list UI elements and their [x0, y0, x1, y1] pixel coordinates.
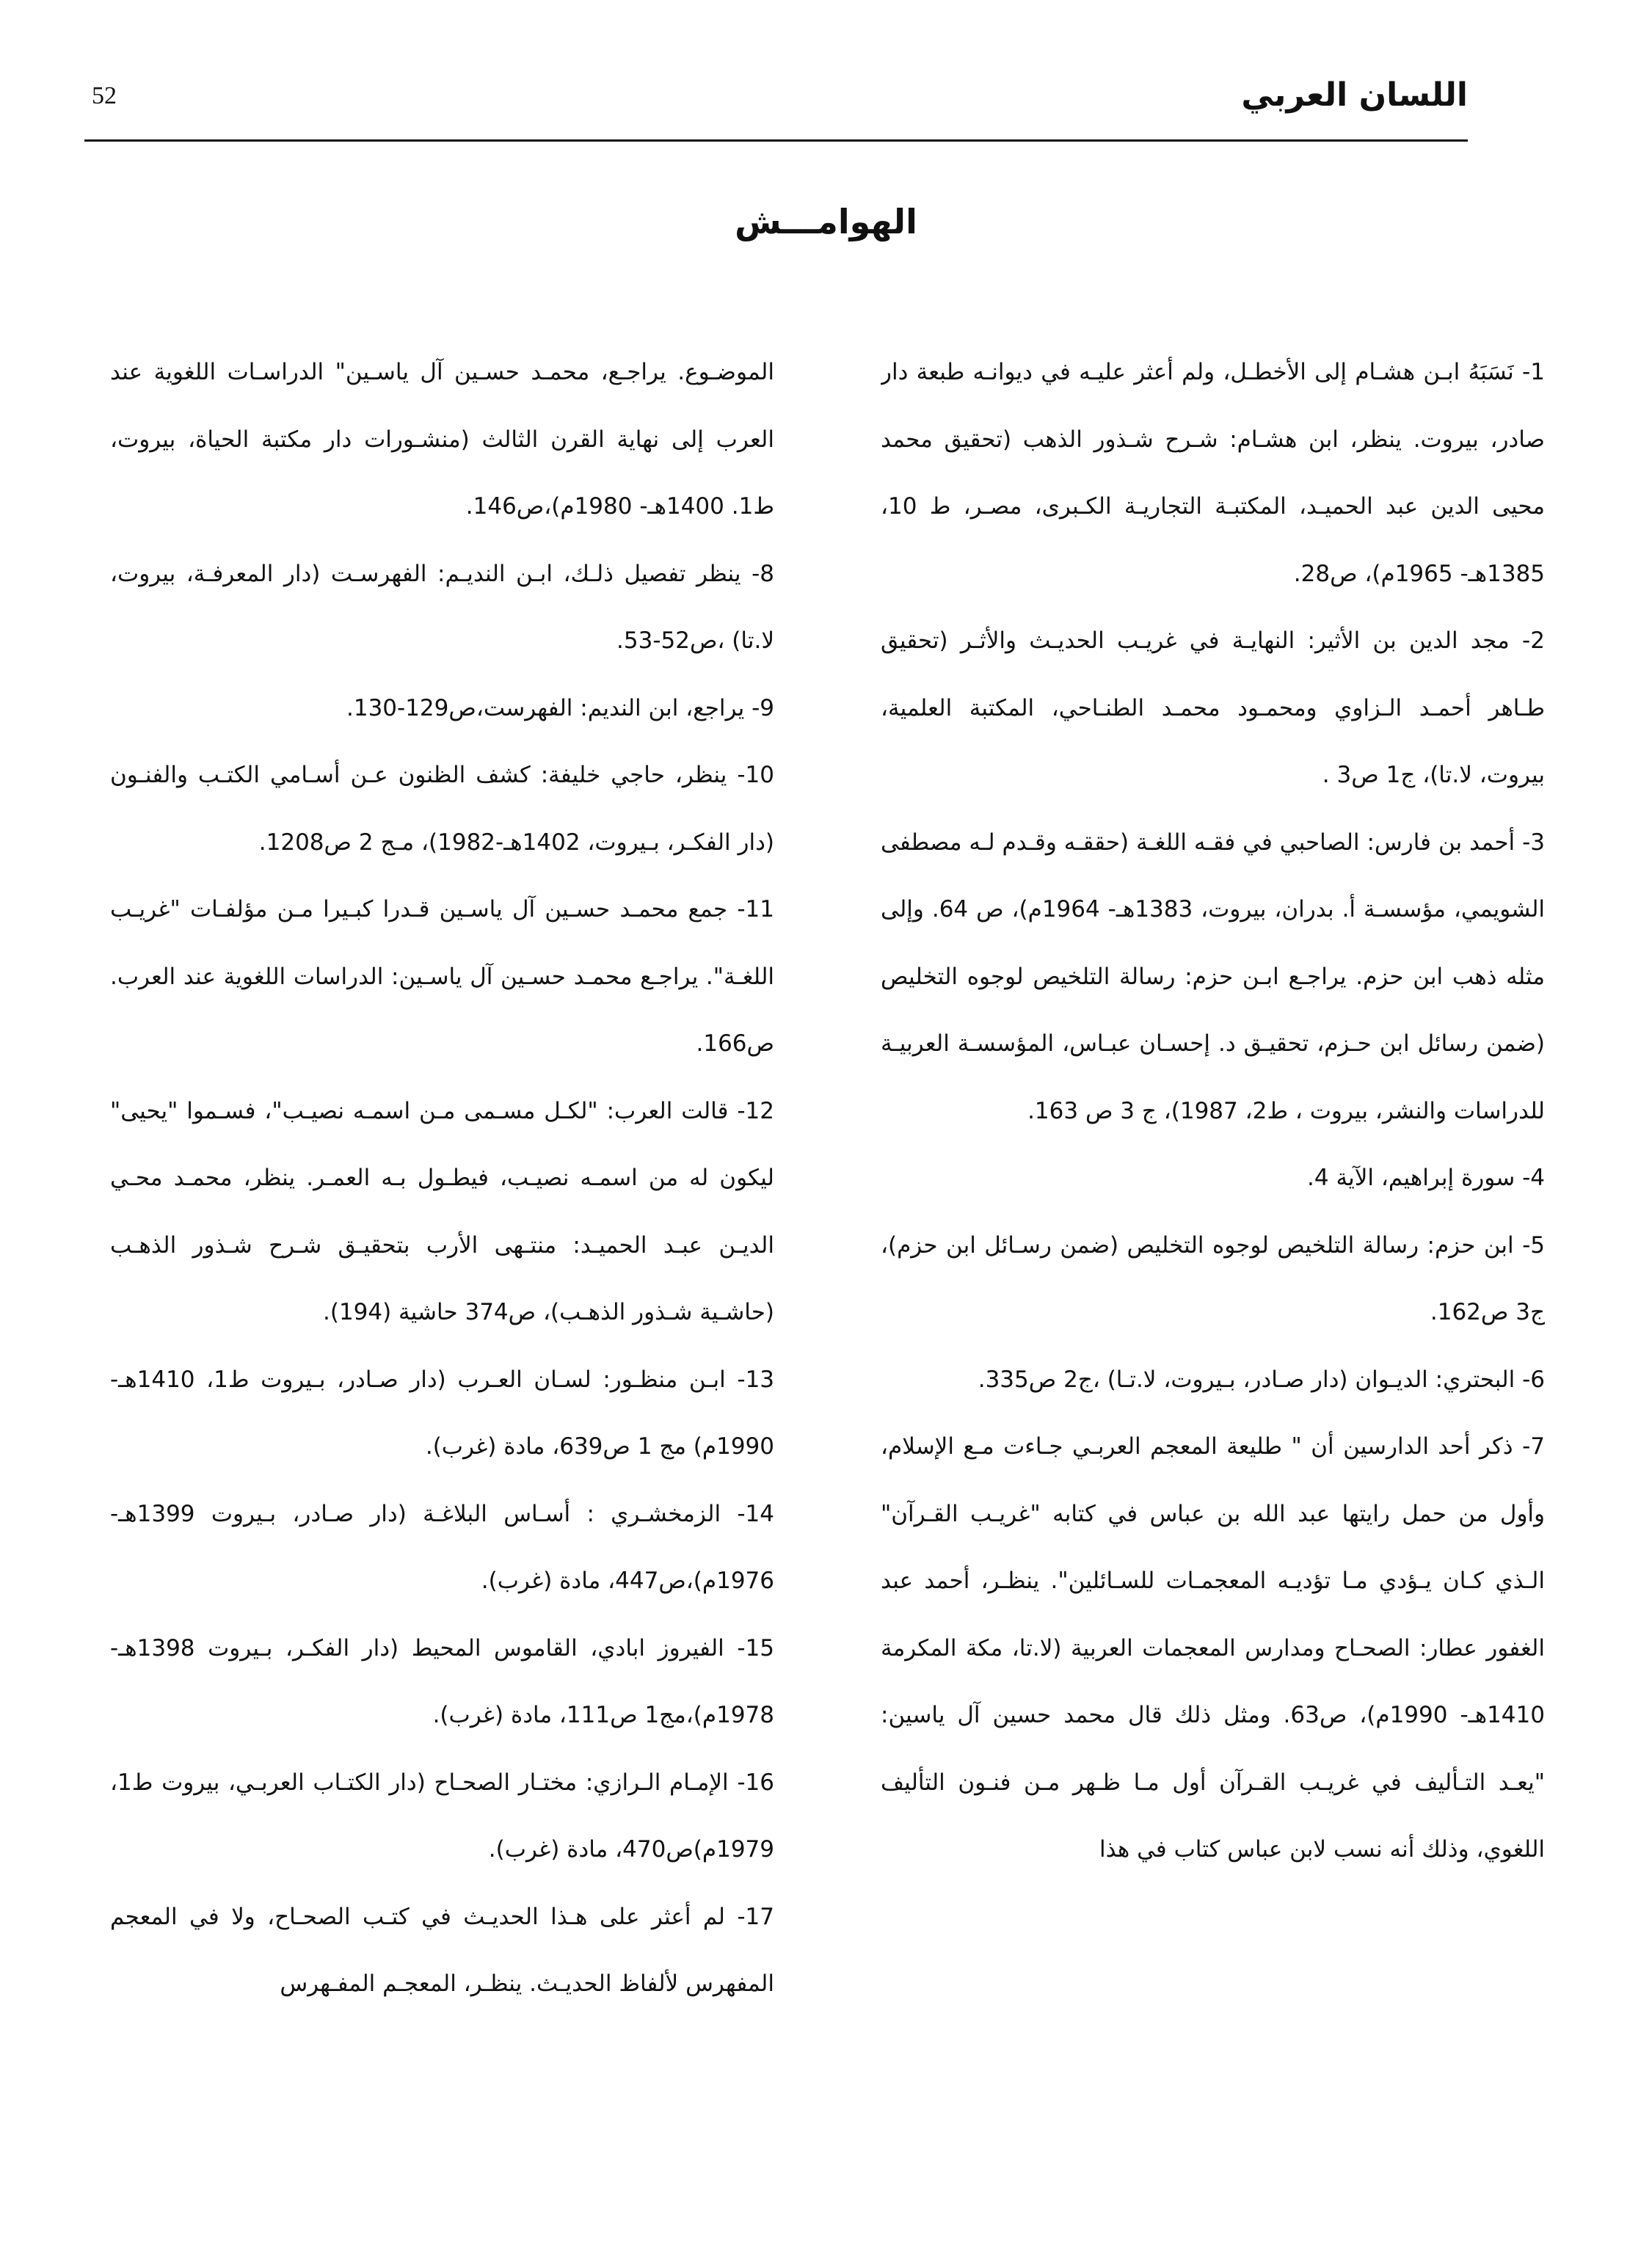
footnote-10: 10- ينظر، حاجي خليفة: كشف الظنون عـن أسـامي الكتـب والفنـون (دار الفكـر، بـيروت، 1402هـ-1982)، مـج 2 ص1208.: [110, 762, 774, 856]
page-number: 52: [92, 82, 117, 109]
header-rule: [84, 139, 1468, 142]
footnote-14: 14- الزمخشـري : أسـاس البلاغـة (دار صـادر، بـيروت 1399هـ- 1976م)،ص447، مادة (غرب).: [110, 1500, 774, 1594]
footnote-7-continuation: الموضـوع. يراجـع، محمـد حسـين آل ياسـين" الدراسـات اللغوية عند العرب إلى نهاية القرن الثالث (منشـورات دار مكتبة الحياة، بيروت، ط1. 1400هـ- 1980م)،ص146.: [110, 359, 774, 520]
footnote-4: 4- سورة إبراهيم، الآية 4.: [1307, 1165, 1545, 1191]
footnote-7: 7- ذكر أحد الدارسين أن " طليعة المعجم العربـي جـاءت مـع الإسلام، وأول من حمل رايتها عبد الله بن عباس في كتابه "غريـب القـرآن" الـذي كـان يـؤدي مـا تؤديـه المعجمـات للسـائلين". ينظـر، أحمد عبد الغفور عطار: الصحـاح ومدارس المعجمات العربية (لا.تا، مكة المكرمة 1410هـ- 1990م)، ص63. ومثل ذلك قال محمد حسين آل ياسين: "يعـد التـأليف في غريـب القـرآن أول مـا ظـهر مـن فنـون التأليف اللغوي، وذلك أنه نسب لابن عباس كتاب في هذا: [881, 1433, 1545, 1863]
footnote-12: 12- قالت العرب: "لكـل مسـمى مـن اسمـه نصيـب"، فسـموا "يحيى" ليكون له من اسمـه نصيـب، فيطـول بـه العمـر. ينظر، محمـد محـي الديـن عبـد الحميـد: منتـهى الأرب بتحقيـق شـرح شـذور الذهـب (حاشـية شـذور الذهـب)، ص374 حاشية (194).: [110, 1097, 774, 1325]
page-header: [84, 72, 1468, 142]
section-title: الهوامـــش: [735, 202, 917, 241]
footnote-11: 11- جمع محمـد حسـين آل ياسـين قـدرا كبـيرا مـن مؤلفـات "غريـب اللغـة". يراجـع محمـد حسـين آل ياسـين: الدراسات اللغوية عند العرب. ص166.: [110, 896, 774, 1057]
footnote-8: 8- ينظر تفصيل ذلـك، ابـن النديـم: الفهرسـت (دار المعرفـة، بيروت، لا.تا) ،ص52-53.: [110, 560, 774, 654]
footnote-2: 2- مجد الدين بن الأثير: النهايـة في غريـب الحديـث والأثـر (تحقيق طـاهر أحمـد الـزاوي ومحمـود محمـد الطنـاحي، المكتبة العلمية، بيروت، لا.تا)، ج1 ص3 .: [881, 627, 1545, 788]
footnotes-right-column: [881, 339, 1545, 2203]
footnotes-left-column: [110, 339, 774, 2203]
footnote-17: 17- لم أعثر على هـذا الحديـث في كتـب الصحـاح، ولا في المعجم المفهرس لألفاظ الحديـث. ينظـر، المعجـم المفـهرس: [110, 1903, 774, 1997]
footnote-6: 6- البحتري: الديـوان (دار صـادر، بـيروت، لا.تـا) ،ج2 ص335.: [978, 1366, 1545, 1393]
footnote-15: 15- الفيروز ابادي، القاموس المحيط (دار الفكـر، بـيروت 1398هـ- 1978م)،مج1 ص111، مادة (غرب).: [110, 1634, 774, 1728]
footnote-16: 16- الإمـام الـرازي: مختـار الصحـاح (دار الكتـاب العربـي، بيروت ط1، 1979م)ص470، مادة (غرب).: [110, 1769, 774, 1863]
journal-title: اللسان العربي: [1241, 76, 1468, 114]
footnote-13: 13- ابـن منظـور: لسـان العـرب (دار صـادر، بـيروت ط1، 1410هـ- 1990م) مج 1 ص639، مادة (غرب).: [110, 1366, 774, 1460]
footnote-5: 5- ابن حزم: رسالة التلخيص لوجوه التخليص (ضمن رسـائل ابن حزم)، ج3 ص162.: [881, 1231, 1545, 1325]
footnote-3: 3- أحمد بن فارس: الصاحبي في فقـه اللغـة (حققـه وقـدم لـه مصطفى الشويمي، مؤسسـة أ. بدران، بيروت، 1383هـ- 1964م)، ص 64. وإلى مثله ذهب ابن حزم. يراجـع ابـن حزم: رسالة التلخيص لوجوه التخليص (ضمن رسائل ابن حـزم، تحقيـق د. إحسـان عبـاس، المؤسسـة العربيـة للدراسات والنشر، بيروت ، ط2، 1987)، ج 3 ص 163.: [881, 829, 1545, 1124]
footnote-1: 1- نَسَبَهُ ابـن هشـام إلى الأخطـل، ولم أعثر عليـه في ديوانـه طبعة دار صادر، بيروت. ينظر، ابن هشـام: شـرح شـذور الذهب (تحقيق محمد محيى الدين عبد الحميـد، المكتبـة التجاريـة الكـبرى، مصـر، ط 10، 1385هـ- 1965م)، ص28.: [881, 359, 1545, 587]
footnote-9: 9- يراجع، ابن النديم: الفهرست،ص129-130.: [346, 694, 774, 721]
